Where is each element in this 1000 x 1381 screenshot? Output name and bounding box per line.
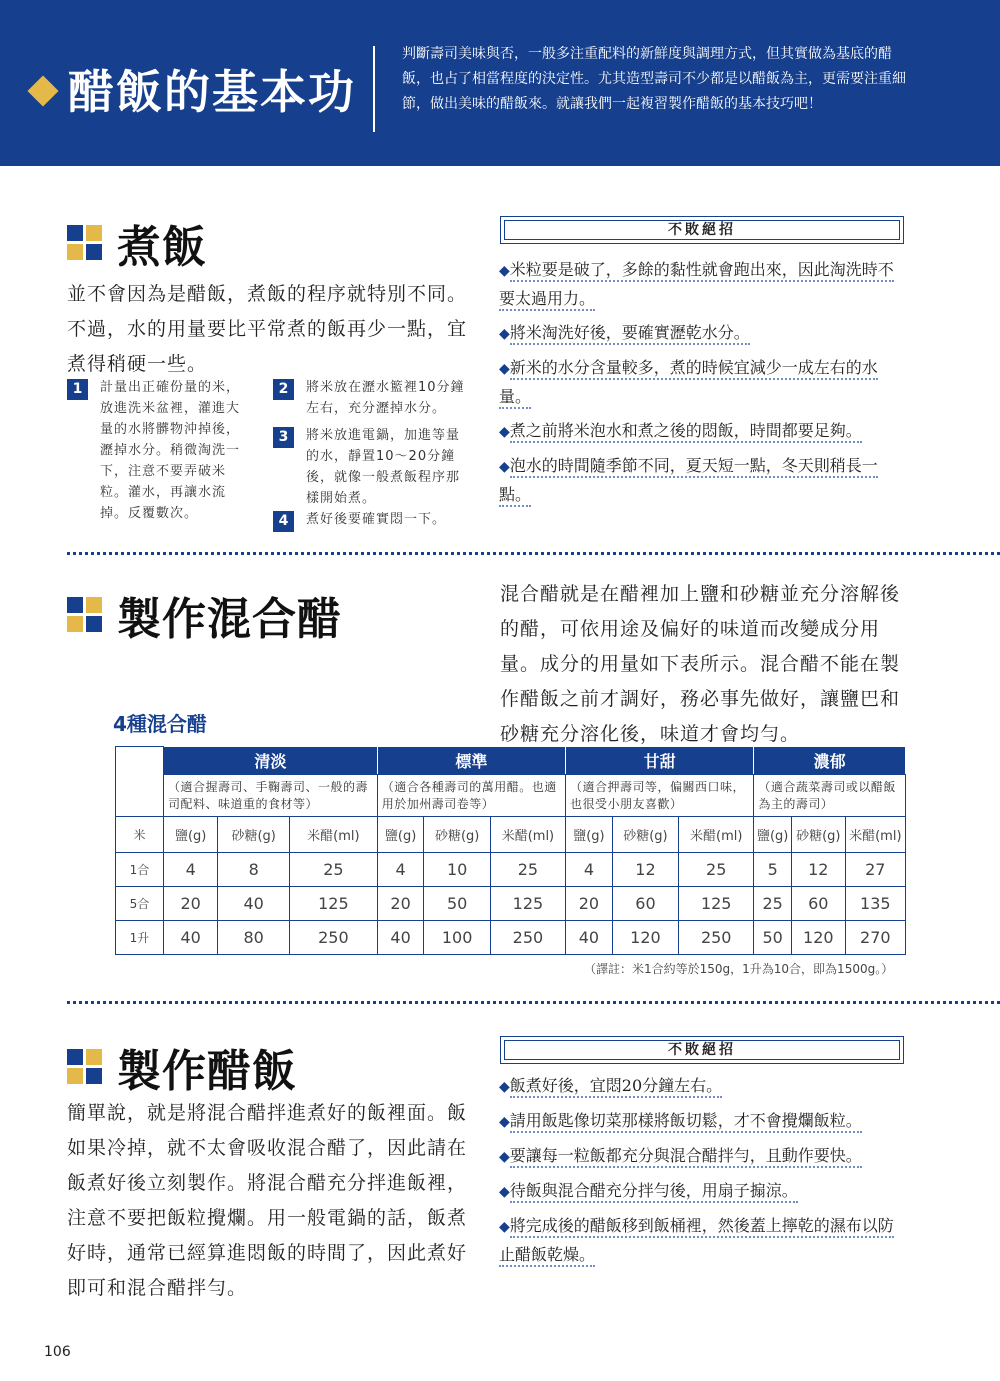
diamond-bullet-icon: ◆	[499, 1219, 510, 1235]
diamond-bullet-icon: ◆	[499, 1149, 510, 1165]
row-header-rice: 米	[116, 817, 164, 853]
tip-item: ◆將米淘洗好後，要確實瀝乾水分。	[499, 319, 909, 348]
tips-label-box	[500, 216, 904, 244]
tips-list-cook-rice	[499, 256, 909, 515]
col-vinegar: 米醋(ml)	[845, 817, 905, 853]
group-note: （適合各種壽司的萬用醋。也適用於加州壽司卷等）	[377, 775, 565, 817]
group-header: 標準	[377, 747, 565, 775]
section-paragraph: 簡單說，就是將混合醋拌進煮好的飯裡面。飯如果冷掉，就不太會吸收混合醋了，因此請在飯煮好後立刻製作。將混合醋充分拌進飯裡，注意不要把飯粒攪爛。用一般電鍋的話，飯煮好時，通常已經算進悶飯的時間了，因此煮好即可和混合醋拌勻。	[67, 1102, 468, 1299]
step-number: 2	[273, 379, 294, 400]
section-icon	[67, 1049, 103, 1085]
diamond-bullet-icon: ◆	[499, 361, 510, 377]
group-header: 濃郁	[754, 747, 906, 775]
diamond-bullet-icon: ◆	[499, 424, 510, 440]
col-vinegar: 米醋(ml)	[679, 817, 754, 853]
step-3	[273, 425, 465, 509]
header-divider	[373, 46, 375, 132]
table-cell: 120	[612, 921, 678, 955]
group-header: 清淡	[164, 747, 378, 775]
tip-item: ◆待飯與混合醋充分拌勻後，用扇子搧涼。	[499, 1177, 909, 1206]
table-cell: 270	[845, 921, 905, 955]
group-note: （適合蔬菜壽司或以醋飯為主的壽司）	[754, 775, 906, 817]
table-cell: 4	[164, 853, 218, 887]
intro-text: 判斷壽司美味與否，一般多注重配料的新鮮度與調理方式，但其實做為基底的醋飯，也占了相當程度的決定性。尤其造型壽司不少都是以醋飯為主，更需要注重細節，做出美味的醋飯來。就讓我們一起複習製作醋飯的基本技巧吧！	[402, 46, 906, 112]
step-4	[273, 509, 465, 532]
table-cell: 12	[612, 853, 678, 887]
section-header-cook-rice	[67, 211, 207, 275]
diamond-bullet-icon: ◆	[499, 263, 510, 279]
tip-item: ◆泡水的時間隨季節不同，夏天短一點，冬天則稍長一點。	[499, 452, 909, 509]
tip-item: ◆要讓每一粒飯都充分與混合醋拌勻，且動作要快。	[499, 1142, 909, 1171]
table-row	[116, 921, 906, 955]
table-cell: 20	[164, 887, 218, 921]
col-sugar: 砂糖(g)	[218, 817, 290, 853]
table-cell: 25	[290, 853, 378, 887]
col-salt: 鹽(g)	[377, 817, 424, 853]
table-row	[116, 887, 906, 921]
table-cell: 60	[792, 887, 846, 921]
tip-item: ◆請用飯匙像切菜那樣將飯切鬆，才不會攪爛飯粒。	[499, 1107, 909, 1136]
diamond-bullet-icon: ◆	[499, 326, 510, 342]
table-cell: 25	[490, 853, 565, 887]
step-number: 4	[273, 511, 294, 532]
table-cell: 25	[679, 853, 754, 887]
step-number: 1	[67, 379, 88, 400]
table-cell: 20	[377, 887, 424, 921]
step-1	[67, 377, 249, 524]
section-title: 製作醋飯	[117, 1046, 297, 1097]
col-sugar: 砂糖(g)	[424, 817, 490, 853]
step-number: 3	[273, 427, 294, 448]
table-cell: 20	[566, 887, 613, 921]
tip-item: ◆煮之前將米泡水和煮之後的悶飯，時間都要足夠。	[499, 417, 909, 446]
table-cell: 4	[377, 853, 424, 887]
table-cell: 12	[792, 853, 846, 887]
diamond-bullet-icon: ◆	[499, 1079, 510, 1095]
tip-item: ◆將完成後的醋飯移到飯桶裡，然後蓋上擰乾的濕布以防止醋飯乾燥。	[499, 1212, 909, 1269]
step-text: 煮好後要確實悶一下。	[306, 512, 447, 527]
column-header-row	[116, 817, 906, 853]
table-cell: 8	[218, 853, 290, 887]
table-cell: 250	[290, 921, 378, 955]
page-number: 106	[44, 1344, 71, 1360]
mix-vinegar-table	[115, 746, 906, 955]
table-cell: 40	[218, 887, 290, 921]
table-cell: 40	[566, 921, 613, 955]
tip-item: ◆米粒要是破了，多餘的黏性就會跑出來，因此淘洗時不要太過用力。	[499, 256, 909, 313]
table-cell: 125	[490, 887, 565, 921]
col-sugar: 砂糖(g)	[792, 817, 846, 853]
section-header-mix-vinegar	[67, 583, 342, 647]
col-vinegar: 米醋(ml)	[290, 817, 378, 853]
page-header	[0, 0, 1000, 166]
table-row	[116, 853, 906, 887]
group-note: （適合握壽司、手鞠壽司、一般的壽司配料、味道重的食材等）	[164, 775, 378, 817]
table-cell: 40	[377, 921, 424, 955]
row-label: 5合	[116, 887, 164, 921]
section-paragraph: 並不會因為是醋飯，煮飯的程序就特別不同。不過，水的用量要比平常煮的飯再少一點，宜煮得稍硬一些。	[67, 283, 468, 375]
col-salt: 鹽(g)	[164, 817, 218, 853]
table-title: 4種混合醋	[113, 712, 207, 736]
table-cell: 10	[424, 853, 490, 887]
step-2	[273, 377, 465, 419]
tips-label-box	[500, 1036, 904, 1064]
section-divider	[67, 1001, 1000, 1004]
section-paragraph: 混合醋就是在醋裡加上鹽和砂糖並充分溶解後的醋，可依用途及偏好的味道而改變成分用量。成分的用量如下表所示。混合醋不能在製作醋飯之前才調好，務必事先做好，讓鹽巴和砂糖充分溶化後，味道才會均勻。	[500, 583, 901, 745]
step-text: 將米放進電鍋，加進等量的水，靜置10～20分鐘後，就像一般煮飯程序那樣開始煮。	[306, 428, 461, 506]
page-title: 醋飯的基本功	[68, 65, 356, 119]
table-cell: 250	[679, 921, 754, 955]
diamond-bullet-icon: ◆	[499, 1184, 510, 1200]
diamond-bullet-icon: ◆	[499, 459, 510, 475]
table-cell: 60	[612, 887, 678, 921]
table-cell: 250	[490, 921, 565, 955]
table-cell: 25	[754, 887, 792, 921]
tip-item: ◆新米的水分含量較多，煮的時候宜減少一成左右的水量。	[499, 354, 909, 411]
table-cell: 5	[754, 853, 792, 887]
section-title: 煮飯	[117, 222, 207, 273]
tips-label: 不敗絕招	[668, 222, 736, 238]
section-header-make-sushi-rice	[67, 1035, 297, 1099]
group-note: （適合押壽司等，偏關西口味，也很受小朋友喜歡）	[566, 775, 754, 817]
row-label: 1合	[116, 853, 164, 887]
table-cell: 27	[845, 853, 905, 887]
col-vinegar: 米醋(ml)	[490, 817, 565, 853]
table-cell: 125	[679, 887, 754, 921]
section-icon	[67, 225, 103, 261]
table-corner	[116, 747, 164, 817]
row-label: 1升	[116, 921, 164, 955]
table-cell: 80	[218, 921, 290, 955]
group-header: 甘甜	[566, 747, 754, 775]
step-text: 將米放在瀝水籃裡10分鐘左右，充分瀝掉水分。	[306, 380, 465, 416]
diamond-icon	[27, 75, 58, 106]
table-cell: 40	[164, 921, 218, 955]
table-cell: 100	[424, 921, 490, 955]
table-footnote: （譯註：米1合約等於150g，1升為10合，即為1500g。）	[584, 962, 894, 976]
table-cell: 50	[424, 887, 490, 921]
section-title: 製作混合醋	[117, 594, 342, 645]
tips-list-sushi-rice	[499, 1072, 909, 1275]
col-sugar: 砂糖(g)	[612, 817, 678, 853]
table-cell: 125	[290, 887, 378, 921]
table-cell: 4	[566, 853, 613, 887]
tips-label: 不敗絕招	[668, 1042, 736, 1058]
tip-item: ◆飯煮好後，宜悶20分鐘左右。	[499, 1072, 909, 1101]
table-cell: 135	[845, 887, 905, 921]
col-salt: 鹽(g)	[754, 817, 792, 853]
table-cell: 120	[792, 921, 846, 955]
diamond-bullet-icon: ◆	[499, 1114, 510, 1130]
col-salt: 鹽(g)	[566, 817, 613, 853]
section-divider	[67, 552, 1000, 555]
section-icon	[67, 597, 103, 633]
table-cell: 50	[754, 921, 792, 955]
step-text: 計量出正確份量的米，放進洗米盆裡，灌進大量的水將髒物沖掉後，瀝掉水分。稍微淘洗一下，注意不要弄破米粒。灌水，再讓水流掉。反覆數次。	[100, 380, 241, 521]
